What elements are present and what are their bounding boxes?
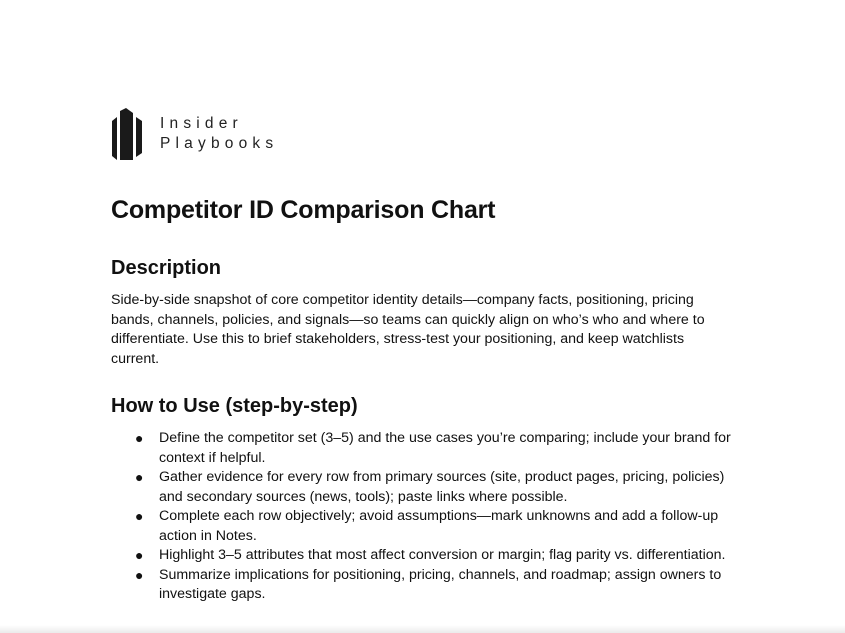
- brand-line-1: Insider: [160, 115, 243, 132]
- step-item: [111, 507, 741, 546]
- bullet-icon: ●: [135, 430, 144, 446]
- step-text: Highlight 3–5 attributes that most affect conversion or margin; flag parity vs. differentiation.: [159, 547, 726, 563]
- bullet-icon: ●: [135, 547, 144, 563]
- steps-list: [111, 429, 741, 605]
- brand-wordmark: [160, 114, 278, 154]
- brand-logo: [111, 108, 278, 160]
- how-to-use-heading: How to Use (step-by-step): [111, 395, 358, 417]
- bullet-icon: ●: [135, 469, 144, 485]
- description-text: Side-by-side snapshot of core competitor identity details—company facts, positioning, pricing bands, channels, policies, and signals—so teams can quickly align on who’s who and where to differentiate. Use this to brief stakeholders, stress-test your positioning, and keep watchlists current.: [111, 292, 705, 367]
- page-bottom-edge: [0, 625, 845, 633]
- step-item: [111, 429, 741, 468]
- step-text: Define the competitor set (3–5) and the use cases you’re comparing; include your brand for context if helpful.: [159, 430, 731, 466]
- step-text: Summarize implications for positioning, pricing, channels, and roadmap; assign owners to investigate gaps.: [159, 566, 722, 602]
- bullet-icon: ●: [135, 508, 144, 524]
- step-item: [111, 566, 741, 605]
- insider-playbooks-logo-icon: [111, 108, 145, 160]
- bullet-icon: ●: [135, 566, 144, 583]
- step-text: Gather evidence for every row from primary sources (site, product pages, pricing, policies) and secondary sources (news, tools); paste links where possible.: [159, 469, 725, 505]
- description-heading: Description: [111, 257, 222, 279]
- step-item: [111, 468, 741, 507]
- brand-line-2: Playbooks: [160, 135, 279, 152]
- page-title: Competitor ID Comparison Chart: [111, 196, 496, 224]
- step-item: [111, 546, 741, 566]
- step-text: Complete each row objectively; avoid assumptions—mark unknowns and add a follow-up action in Notes.: [159, 508, 719, 544]
